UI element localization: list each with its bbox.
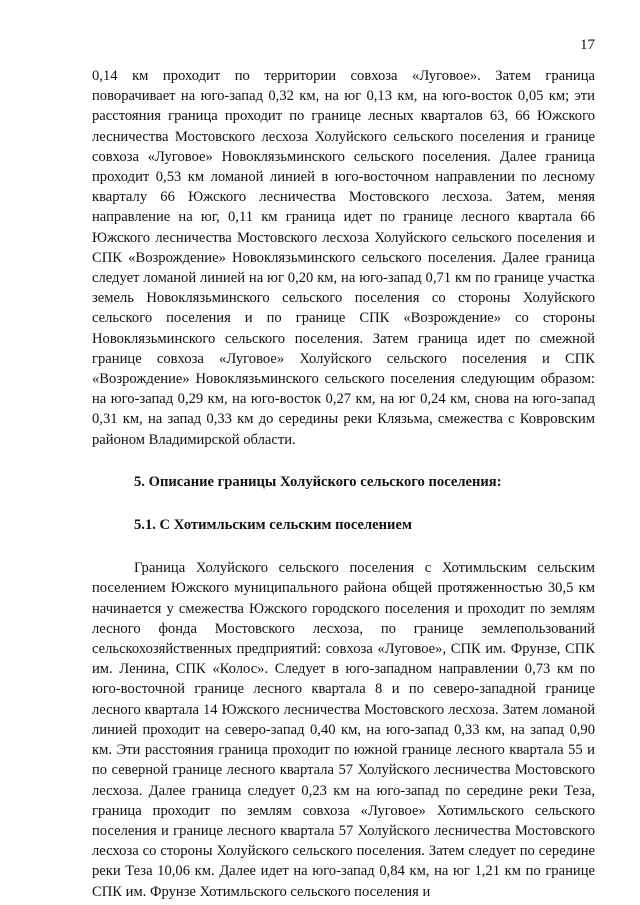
document-body — [92, 66, 595, 902]
continuation-paragraph: 0,14 км проходит по территории совхоза «Луговое». Затем граница поворачивает на юго-запад 0,32 км, на юг 0,13 км, на юго-восток 0,05 км; эти расстояния граница проходит по границе лесных кварталов 63, 66 Южского лесничества Мостовского лесхоза Холуйского сельского поселения и границе совхоза «Луговое» Новоклязьминского сельского поселения. Далее граница проходит 0,53 км ломаной линией в юго-восточном направлении по лесному кварталу 66 Южского лесничества Мостовского лесхоза. Затем, меняя направление на юг, 0,11 км граница идет по границе лесного квартала 66 Южского лесничества Мостовского лесхоза Холуйского сельского поселения и СПК «Возрождение» Новоклязьминского сельского поселения. Далее граница следует ломаной линией на юг 0,20 км, на юго-запад 0,71 км по границе участка земель Новоклязьминского сельского поселения со стороны Холуйского сельского поселения и по границе СПК «Возрождение» со стороны Новоклязьминского сельского поселения. Затем граница идет по смежной границе совхоза «Луговое» Холуйского сельского поселения и СПК «Возрождение» Новоклязьминского сельского поселения следующим образом: на юго-запад 0,29 км, на юго-восток 0,27 км, на юг 0,24 км, снова на юго-запад 0,31 км, на запад 0,33 км до середины реки Клязьма, смежества с Ковровским районом Владимирской области. — [92, 68, 595, 448]
page-number: 17 — [580, 37, 595, 53]
section-heading: 5. Описание границы Холуйского сельского поселения: — [134, 473, 502, 490]
body-paragraph: Граница Холуйского сельского поселения с Хотимльским сельским поселением Южского муниципального района общей протяженностью 30,5 км начинается у смежества Южского городского поселения и проходит по землям лесного фонда Мостовского лесхоза, по границе землепользований сельскохозяйственных предприятий: совхоза «Луговое», СПК им. Фрунзе, СПК им. Ленина, СПК «Колос». Следует в юго-западном направлении 0,73 км по юго-восточной границе лесного квартала 8 и по северо-западной границе лесного квартала 14 Южского лесничества Мостовского лесхоза. Затем ломаной линией проходит на северо-запад 0,40 км, на юго-запад 0,33 км, на запад 0,90 км. Эти расстояния граница проходит по южной границе лесного квартала 55 и по северной границе лесного квартала 57 Холуйского лесничества Мостовского лесхоза. Далее граница следует 0,23 км на юго-запад по середине реки Теза, граница проходит по землям совхоза «Луговое» Хотимльского сельского поселения и границе лесного квартала 57 Холуйского лесничества Мостовского лесхоза со стороны Холуйского сельского поселения. Затем следует по середине реки Теза 10,06 км. Далее идет на юго-запад 0,84 км, на юг 1,21 км по границе СПК им. Фрунзе Хотимльского сельского поселения и — [92, 560, 595, 900]
subsection-heading: 5.1. С Хотимльским сельским поселением — [134, 517, 412, 534]
